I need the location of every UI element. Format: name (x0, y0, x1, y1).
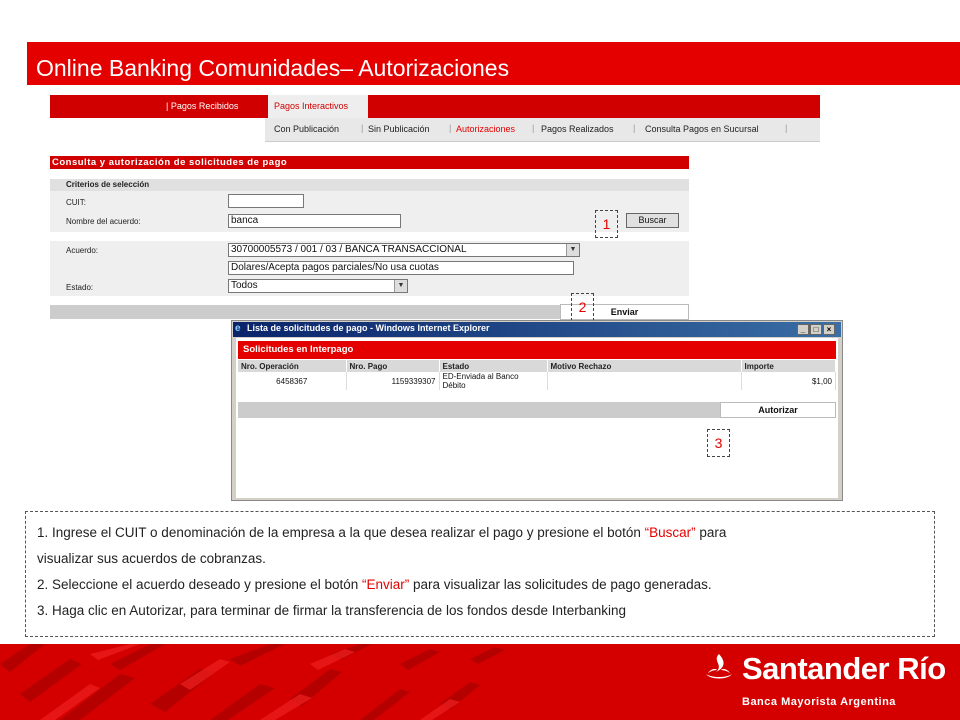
chevron-down-icon[interactable]: ▼ (566, 244, 579, 256)
agreement-name-label: Nombre del acuerdo: (66, 217, 141, 226)
search-button[interactable]: Buscar (626, 213, 679, 228)
sub-nav (265, 118, 820, 142)
step-marker-1: 1 (595, 210, 618, 238)
maximize-icon[interactable]: □ (810, 324, 822, 335)
ie-icon: e (235, 323, 241, 334)
popup-header: Solicitudes en Interpago (238, 341, 836, 359)
instructions-box (25, 511, 935, 637)
subtab-autorizaciones[interactable]: Autorizaciones (456, 124, 516, 134)
column-header: Nro. Operación (238, 360, 346, 372)
payments-table (238, 360, 836, 390)
table-header-row (238, 360, 836, 372)
cuit-input[interactable] (228, 194, 304, 208)
step-marker-3: 3 (707, 429, 730, 457)
separator: | (785, 123, 788, 133)
decorative-pattern (0, 644, 520, 720)
popup-body (236, 338, 838, 498)
chevron-down-icon[interactable]: ▼ (394, 280, 407, 292)
top-nav (50, 95, 820, 118)
santander-flame-icon (704, 652, 734, 684)
agreement-label: Acuerdo: (66, 246, 99, 255)
instruction-line-2: visualizar sus acuerdos de cobranzas. (37, 551, 266, 566)
separator: | (361, 123, 364, 133)
subtab-consulta-pagos-sucursal[interactable]: Consulta Pagos en Sucursal (645, 124, 759, 134)
criteria-title: Criterios de selección (50, 179, 689, 191)
tab-pagos-recibidos[interactable]: | Pagos Recibidos (166, 101, 239, 111)
popup-window (231, 320, 843, 501)
footer (0, 644, 960, 720)
cuit-label: CUIT: (66, 198, 86, 207)
operation-number: 6458367 (238, 372, 346, 390)
column-header: Motivo Rechazo (547, 360, 741, 372)
brand-name: Santander Río (742, 651, 946, 686)
agreement-name-input[interactable]: banca (228, 214, 401, 228)
column-header: Nro. Pago (346, 360, 439, 372)
table-row[interactable] (238, 372, 836, 390)
status-select-value: Todos (231, 280, 258, 291)
form-header: Consulta y autorización de solicitudes de pago (50, 156, 689, 169)
agreement-select[interactable] (228, 243, 580, 257)
reject-reason-cell (547, 372, 741, 390)
status-cell: ED-Enviada al Banco Débito (439, 372, 547, 390)
column-header: Estado (439, 360, 547, 372)
subtab-con-publicacion[interactable]: Con Publicación (274, 124, 340, 134)
brand-subtitle: Banca Mayorista Argentina (742, 696, 896, 708)
tab-pagos-interactivos[interactable]: Pagos Interactivos (268, 95, 368, 118)
authorize-button[interactable]: Autorizar (720, 402, 836, 418)
column-header: Importe (741, 360, 836, 372)
amount-cell: $1,00 (741, 372, 836, 390)
separator: | (449, 123, 452, 133)
status-label: Estado: (66, 283, 94, 292)
step-marker-2: 2 (571, 293, 594, 321)
send-button[interactable]: Enviar (560, 304, 689, 320)
page-title: Online Banking Comunidades– Autorizaciones (27, 42, 960, 85)
instruction-line-3: 2. Seleccione el acuerdo deseado y presione el botón “Enviar” para visualizar las solicitudes de pago generadas. (37, 577, 712, 592)
payment-number: 1159339307 (346, 372, 439, 390)
instruction-line-4: 3. Haga clic en Autorizar, para terminar de firmar la transferencia de los fondos desde Interbanking (37, 603, 627, 618)
close-icon[interactable]: × (823, 324, 835, 335)
agreement-detail-field: Dolares/Acepta pagos parciales/No usa cuotas (228, 261, 574, 275)
separator: | (532, 123, 535, 133)
instruction-line-1: 1. Ingrese el CUIT o denominación de la empresa a la que desea realizar el pago y presione el botón “Buscar” para (37, 525, 727, 540)
status-select[interactable] (228, 279, 408, 293)
separator: | (633, 123, 636, 133)
popup-window-title: Lista de solicitudes de pago - Windows Internet Explorer (247, 323, 490, 333)
agreement-select-value: 30700005573 / 001 / 03 / BANCA TRANSACCIONAL (231, 244, 467, 255)
minimize-icon[interactable]: _ (797, 324, 809, 335)
subtab-pagos-realizados[interactable]: Pagos Realizados (541, 124, 614, 134)
popup-titlebar (233, 322, 841, 337)
subtab-sin-publicacion[interactable]: Sin Publicación (368, 124, 430, 134)
